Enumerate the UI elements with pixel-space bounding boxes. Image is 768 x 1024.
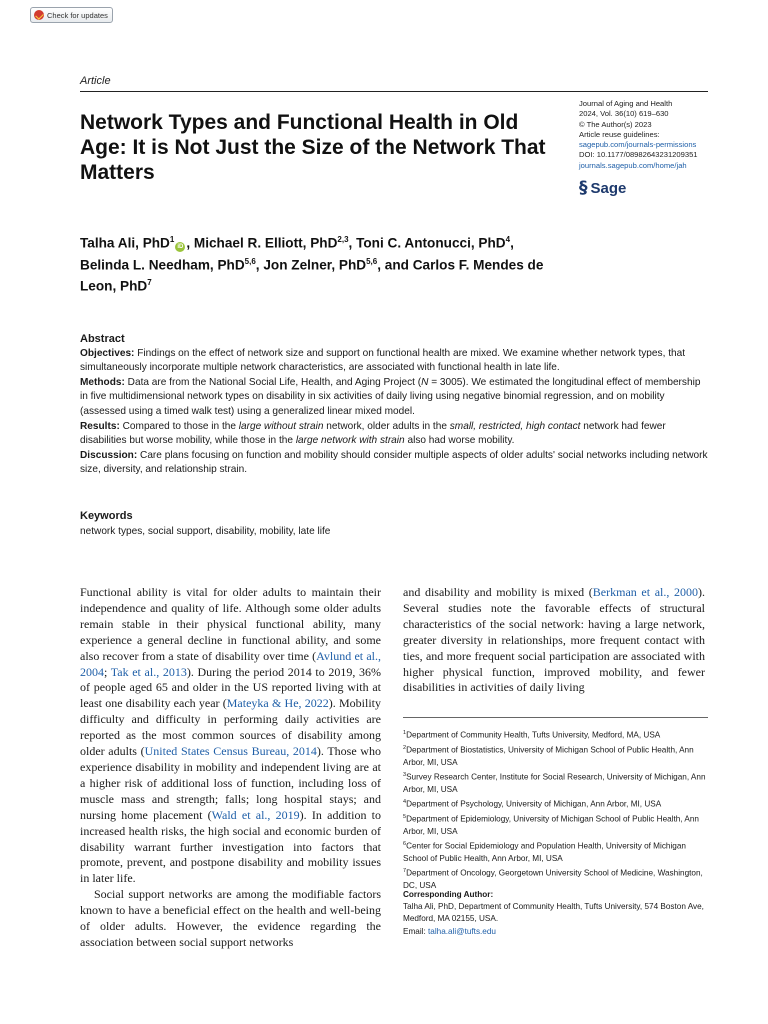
email-link[interactable]: talha.ali@tufts.edu [428,926,496,936]
affiliation-item [403,838,708,865]
affiliation-sup: 5,6 [244,256,256,266]
check-for-updates-button[interactable] [30,7,113,23]
affiliation-item [403,796,708,811]
section-text: = 3005). We estimated the longitudinal effect of membership in five multidimensional network types on disability in six activities of daily living using negative binomial regression, and on mobility (assessed using a timed walk test) using a generalized linear mixed model. [80,376,701,417]
corresponding-author [403,889,708,938]
reuse-link[interactable]: sagepub.com/journals-permissions [579,140,697,150]
affiliation-sup: 6 [403,841,407,848]
affiliation-text: Department of Community Health, Tufts University, Medford, MA, USA [406,730,661,740]
text-run: Functional ability is vital for older adults to maintain their independence and quality of life. Although some older adults remain stable in their physical functional ability, many experience a general decline in functional ability, and some also recover from a state of disability over time ( [80,585,381,663]
citation-link[interactable]: United States Census Bureau, 2014 [144,744,317,759]
affiliation-item [403,811,708,838]
text-run: ). In addition to increased health risks, the high social and economic burden of disability warrant further investigation into factors that promote, prevent, and postpone disability and mobility issues in later life. [80,807,381,886]
citation-link[interactable]: Tak et al., 2013 [110,664,187,679]
sample-size-symbol: N [421,376,429,388]
section-label: Objectives: [80,347,135,359]
text-run: ). During the period 2014 to 2019, 36% of people aged 65 and older in the US reported living with at least one disability each year ( [80,664,381,711]
section-label: Discussion: [80,449,138,461]
journal-name: Journal of Aging and Health [579,99,673,108]
body-paragraph: Social support networks are among the modifiable factors known to have a beneficial effect on the health and well-being of older adults. However, the evidence regarding the association between social support networks [80,887,381,949]
abstract-objectives [80,347,710,376]
affiliation-sup: 7 [147,278,152,288]
text-run: ; [104,664,111,679]
affiliation-text: Department of Biostatistics, University of Michigan School of Public Health, Ann Arbor, MI, USA [403,745,694,767]
text-run: ). Several studies note the favorable effects of structural characteristics of the social network: having a large network, greater diversity in relationships, more frequent contact with ties, and more frequent social participation are associated with higher physical function, improved mobility, and fewer disabilities in activities of daily living [403,585,706,695]
affiliation-item [403,727,708,742]
affiliation-text: Department of Oncology, Georgetown University School of Medicine, Washington, DC, USA [403,869,703,891]
sage-logo [579,178,626,198]
abstract-results [80,420,710,449]
author-name: Talha Ali, PhD [80,235,170,251]
abstract [80,332,710,478]
author-name: , Belinda L. Needham, PhD [80,235,514,273]
affiliation-text: Survey Research Center, Institute for Social Research, University of Michigan, Ann Arbor, MI, USA [403,772,706,795]
affiliation-text: Department of Epidemiology, University of Michigan School of Public Health, Ann Arbor, MI, USA [403,814,699,837]
copyright: © The Author(s) 2023 [579,119,652,129]
affiliation-sup: 5 [403,814,407,821]
check-for-updates-label: Check for updates [47,10,108,20]
journal-home-link[interactable]: journals.sagepub.com/home/jah [579,160,687,170]
affiliation-sup: 3 [403,772,407,779]
corresponding-heading: Corresponding Author: [403,890,494,899]
author-list [80,231,550,296]
doi: DOI: 10.1177/08982643231209351 [579,150,698,160]
citation-link[interactable]: Avlund et al., 2004 [80,648,381,679]
body-column-left [80,585,381,951]
section-text: network had fewer disabilities but worse mobility, while those in the [80,420,666,447]
section-text: also had worse mobility. [404,435,515,447]
abstract-methods [80,376,710,420]
keywords-heading: Keywords [80,510,133,522]
crossmark-icon [34,10,44,20]
affiliation-sup: 5,6 [366,256,378,266]
keywords [80,509,710,539]
network-type-term: small, restricted, high contact [449,420,581,432]
body-column-right [403,585,705,696]
header-rule [80,91,708,92]
affiliations-rule [403,717,708,718]
affiliation-text: Department of Psychology, University of Michigan, Ann Arbor, MI, USA [406,799,662,809]
affiliation-sup: 2 [403,744,407,751]
network-type-term: large network with strain [295,435,405,447]
journal-info [579,99,719,171]
corresponding-address: Talha Ali, PhD, Department of Community Health, Tufts University, 574 Boston Ave, Medford, MA 02155, USA. [403,902,704,924]
citation-link[interactable]: Berkman et al., 2000 [592,585,699,599]
section-text: Data are from the National Social Life, Health, and Aging Project ( [124,376,422,388]
author-name: , Jon Zelner, PhD [255,257,367,273]
section-label: Methods: [80,376,125,388]
text-run: ). Mobility difficulty and difficulty in performing daily activities are reported as the most common sources of disability among older adults ( [80,696,381,759]
body-paragraph [80,585,381,887]
corresponding-email-line [403,926,708,938]
article-title: Network Types and Functional Health in Old Age: It is Not Just the Size of the Network That Matters [80,111,546,184]
affiliation-text: Center for Social Epidemiology and Population Health, University of Michigan School of Public Health, Ann Arbor, MI, USA [403,842,686,864]
citation-link[interactable]: Wald et al., 2019 [211,807,300,822]
sage-s-icon: § [579,178,588,198]
orcid-icon[interactable]: iD [177,243,184,250]
abstract-heading: Abstract [80,333,125,345]
section-text: Care plans focusing on function and mobility should consider multiple aspects of older adults' social networks including network size, diversity, and relationship strain. [80,449,708,476]
author-name: , Michael R. Elliott, PhD [186,235,338,251]
text-run: and disability and mobility is mixed ( [403,585,593,599]
journal-citation: 2024, Vol. 36(10) 619–630 [579,109,669,119]
abstract-discussion [80,449,710,478]
affiliation-sup: 1 [169,235,175,244]
text-run: ). Those who experience disability in mobility and independent living are at a higher risk of additional loss of function, including loss of muscle mass and strength; falls; long hospital stays; and nursing home placement ( [80,744,381,822]
sage-wordmark: Sage [590,179,627,197]
affiliations [403,727,708,893]
section-label: Results: [80,420,120,432]
affiliation-sup: 1 [403,730,407,736]
citation-link[interactable]: Mateyka & He, 2022 [226,696,329,711]
email-label: Email: [403,926,429,936]
affiliation-sup: 4 [505,235,511,244]
affiliation-sup: 2,3 [337,235,349,244]
affiliation-item [403,769,708,796]
affiliation-item [403,742,708,769]
body-paragraph [403,585,705,696]
network-type-term: large without strain [238,420,324,432]
affiliation-sup: 4 [403,799,407,806]
keywords-list: network types, social support, disability, mobility, late life [80,526,331,537]
section-text: Findings on the effect of network size and support on functional health are mixed. We examine whether network types, that simultaneously incorporate multiple network characteristics, are associated with functional health in late life. [80,347,686,374]
article-type-label: Article [80,75,111,87]
section-text: network, older adults in the [323,420,450,432]
author-name: , and Carlos F. Mendes de Leon, PhD [80,257,544,294]
author-name: , Toni C. Antonucci, PhD [348,235,506,251]
section-text: Compared to those in the [119,420,239,432]
reuse-label: Article reuse guidelines: [579,129,660,139]
affiliation-sup: 7 [403,868,407,875]
